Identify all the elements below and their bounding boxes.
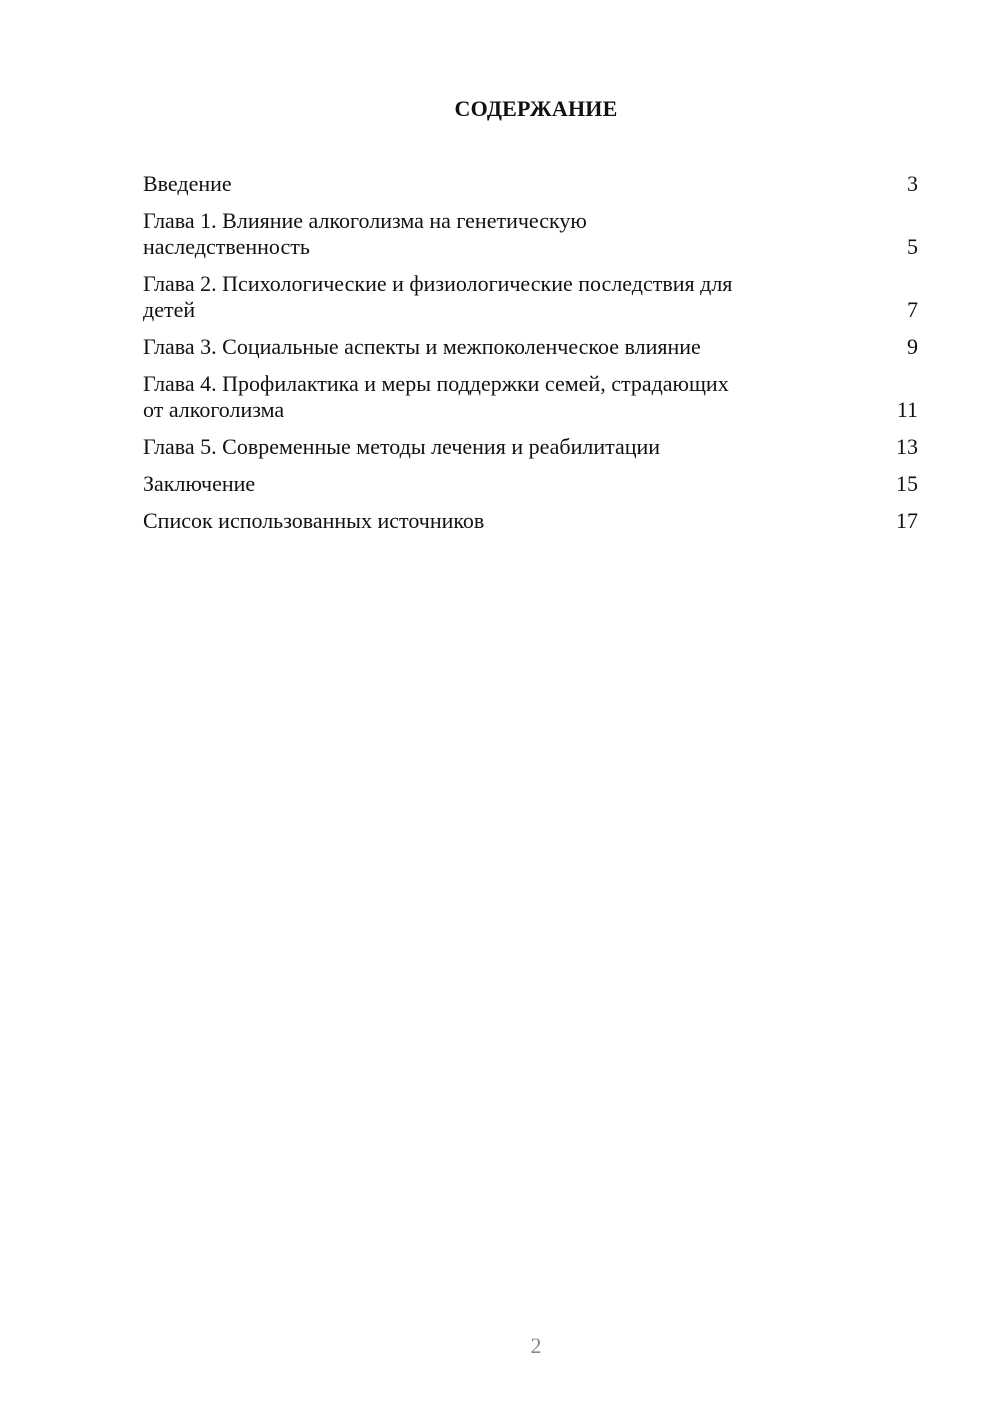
toc-entry-chapter-1[interactable] [143, 208, 918, 260]
toc-entry-title: Глава 4. Профилактика и меры поддержки семей, страдающих от алкоголизма [143, 371, 729, 422]
toc-entry-title: Глава 5. Современные методы лечения и реабилитации [143, 434, 661, 459]
toc-entry-chapter-4[interactable] [143, 371, 918, 423]
toc-entry-chapter-3[interactable] [143, 334, 918, 360]
toc-entry-title: Введение [143, 171, 232, 196]
page-title: СОДЕРЖАНИЕ [454, 96, 618, 121]
toc-entry-page: 13 [896, 434, 918, 459]
toc-entry-page: 5 [907, 234, 918, 259]
toc-entry-page: 9 [907, 334, 918, 359]
toc-entry-title: Глава 3. Социальные аспекты и межпоколенческое влияние [143, 334, 701, 359]
table-of-contents [143, 171, 918, 545]
toc-entry-title: Глава 1. Влияние алкоголизма на генетическую наследственность [143, 208, 587, 259]
toc-entry-title: Глава 2. Психологические и физиологические последствия для детей [143, 271, 733, 322]
toc-entry-page: 17 [896, 508, 918, 533]
toc-entry-page: 7 [907, 297, 918, 322]
toc-entry-page: 15 [896, 471, 918, 496]
toc-entry-references[interactable] [143, 508, 918, 534]
toc-entry-chapter-5[interactable] [143, 434, 918, 460]
toc-entry-page: 11 [896, 397, 918, 422]
toc-entry-title: Список использованных источников [143, 508, 485, 533]
toc-entry-conclusion[interactable] [143, 471, 918, 497]
toc-entry-introduction[interactable] [143, 171, 918, 197]
toc-entry-chapter-2[interactable] [143, 271, 918, 323]
toc-entry-title: Заключение [143, 471, 256, 496]
page-number: 2 [530, 1333, 542, 1358]
toc-entry-page: 3 [907, 171, 918, 196]
